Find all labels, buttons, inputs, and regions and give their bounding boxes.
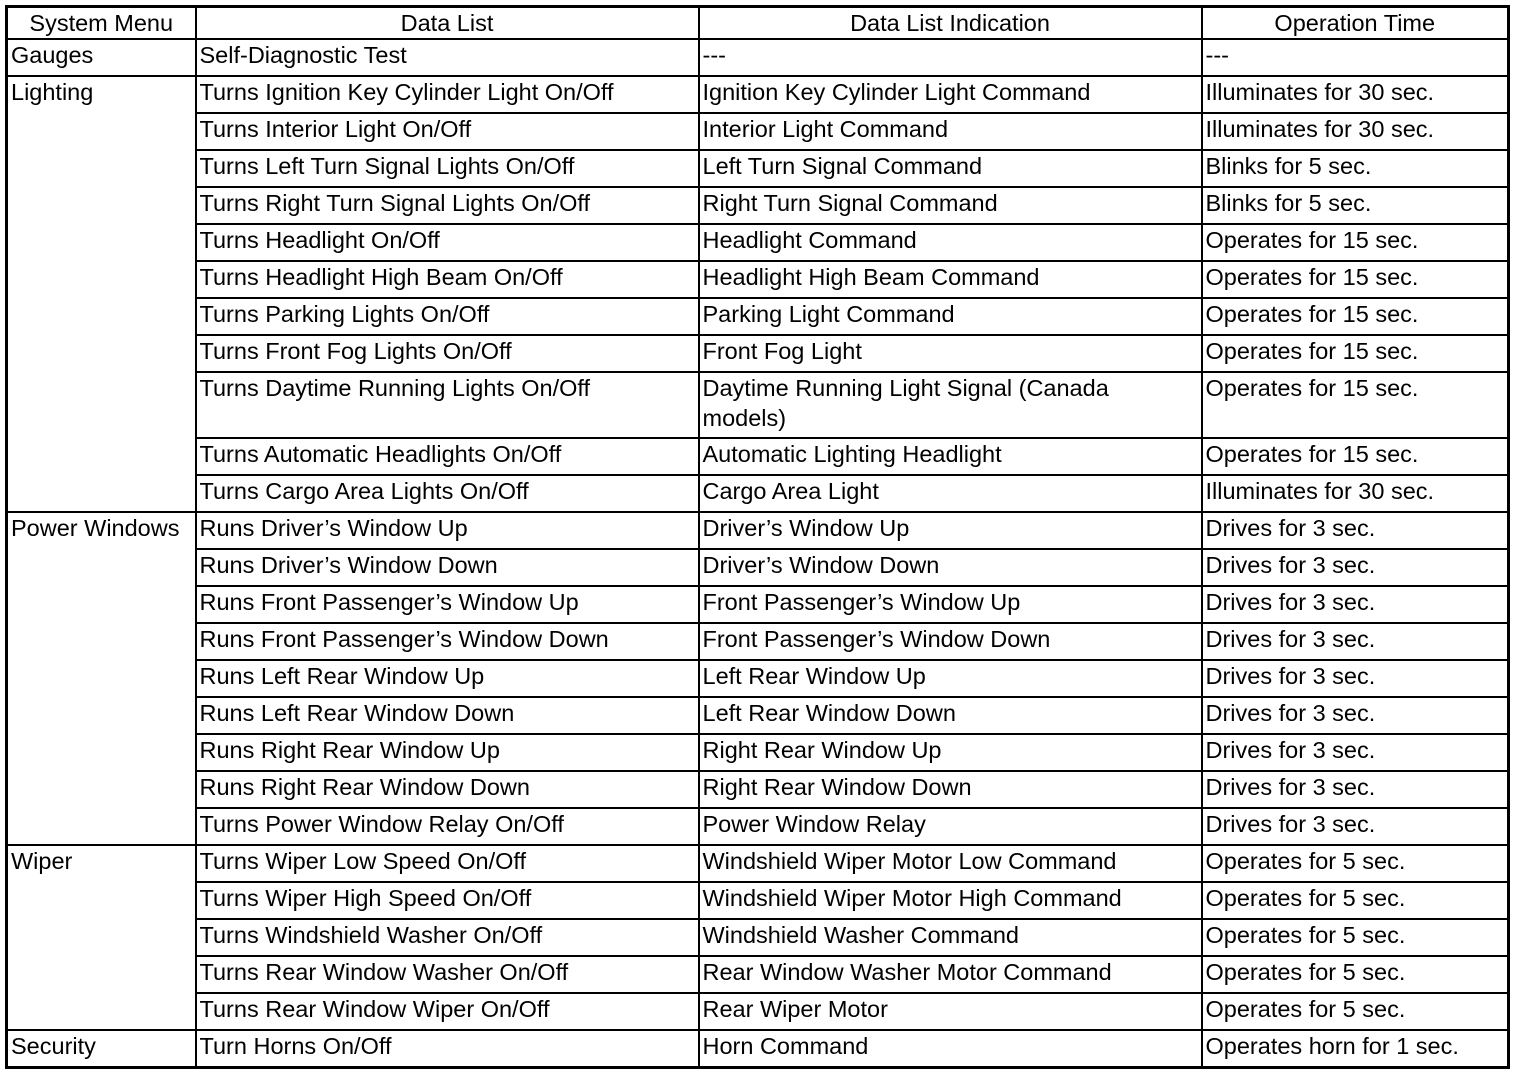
header-system-menu: System Menu [7,7,196,40]
table-row [7,734,1509,771]
data-list-cell: Turns Right Turn Signal Lights On/Off [196,187,699,224]
data-list-indication-cell: Left Rear Window Down [699,697,1202,734]
table-row [7,113,1509,150]
table-row [7,623,1509,660]
data-list-cell: Runs Left Rear Window Up [196,660,699,697]
table-row [7,261,1509,298]
data-list-indication-cell: Windshield Washer Command [699,919,1202,956]
system-menu-cell: Gauges [7,39,196,76]
data-list-indication-cell: Left Rear Window Up [699,660,1202,697]
header-data-list-indication: Data List Indication [699,7,1202,40]
table-row [7,771,1509,808]
operation-time-cell: Operates for 15 sec. [1202,372,1509,438]
data-list-cell: Turns Headlight High Beam On/Off [196,261,699,298]
table-row [7,956,1509,993]
table-row [7,224,1509,261]
data-list-cell: Turns Windshield Washer On/Off [196,919,699,956]
data-list-indication-cell: --- [699,39,1202,76]
system-menu-cell [7,697,196,734]
table-row [7,549,1509,586]
table-row [7,372,1509,438]
system-menu-cell [7,438,196,475]
system-menu-cell [7,150,196,187]
system-menu-cell [7,298,196,335]
data-list-indication-cell: Cargo Area Light [699,475,1202,512]
data-list-cell: Runs Front Passenger’s Window Down [196,623,699,660]
operation-time-cell: Operates for 5 sec. [1202,956,1509,993]
system-menu-cell [7,586,196,623]
data-list-indication-cell: Headlight High Beam Command [699,261,1202,298]
data-list-cell: Turns Ignition Key Cylinder Light On/Off [196,76,699,113]
data-list-cell: Runs Left Rear Window Down [196,697,699,734]
table-row [7,187,1509,224]
table-row [7,808,1509,845]
data-list-indication-cell: Interior Light Command [699,113,1202,150]
header-data-list: Data List [196,7,699,40]
data-list-indication-cell: Right Turn Signal Command [699,187,1202,224]
data-list-indication-cell: Left Turn Signal Command [699,150,1202,187]
data-list-indication-cell: Power Window Relay [699,808,1202,845]
system-menu-cell [7,623,196,660]
operation-time-cell: Operates for 5 sec. [1202,882,1509,919]
system-menu-cell [7,261,196,298]
table-row [7,76,1509,113]
operation-time-cell: Operates for 5 sec. [1202,845,1509,882]
data-list-cell: Turns Daytime Running Lights On/Off [196,372,699,438]
table-row [7,475,1509,512]
data-list-cell: Turns Interior Light On/Off [196,113,699,150]
data-list-cell: Self-Diagnostic Test [196,39,699,76]
table-row [7,150,1509,187]
operation-time-cell: Blinks for 5 sec. [1202,150,1509,187]
data-list-indication-cell: Front Passenger’s Window Down [699,623,1202,660]
system-menu-cell [7,187,196,224]
operation-time-cell: Operates for 15 sec. [1202,438,1509,475]
data-list-cell: Turns Automatic Headlights On/Off [196,438,699,475]
data-list-indication-cell: Horn Command [699,1030,1202,1068]
system-menu-cell [7,956,196,993]
system-menu-cell [7,224,196,261]
table-row [7,919,1509,956]
table-row [7,335,1509,372]
data-list-cell: Turns Wiper High Speed On/Off [196,882,699,919]
data-list-cell: Runs Right Rear Window Up [196,734,699,771]
data-list-indication-cell: Rear Window Washer Motor Command [699,956,1202,993]
system-menu-cell: Power Windows [7,512,196,549]
data-list-cell: Runs Front Passenger’s Window Up [196,586,699,623]
data-list-indication-cell: Parking Light Command [699,298,1202,335]
operation-time-cell: Drives for 3 sec. [1202,512,1509,549]
system-menu-cell [7,475,196,512]
data-list-indication-cell: Windshield Wiper Motor High Command [699,882,1202,919]
operation-time-cell: Operates for 15 sec. [1202,298,1509,335]
table-row [7,660,1509,697]
data-list-cell: Turns Rear Window Wiper On/Off [196,993,699,1030]
table-row [7,882,1509,919]
operation-time-cell: Illuminates for 30 sec. [1202,76,1509,113]
data-list-cell: Runs Driver’s Window Up [196,512,699,549]
operation-time-cell: Drives for 3 sec. [1202,549,1509,586]
table-row [7,697,1509,734]
system-menu-cell [7,993,196,1030]
data-list-cell: Turns Parking Lights On/Off [196,298,699,335]
operation-time-cell: Drives for 3 sec. [1202,734,1509,771]
operation-time-cell: Operates horn for 1 sec. [1202,1030,1509,1068]
system-menu-cell [7,660,196,697]
operation-time-cell: Drives for 3 sec. [1202,771,1509,808]
system-menu-cell: Lighting [7,76,196,113]
operation-time-cell: Operates for 5 sec. [1202,919,1509,956]
table-row [7,586,1509,623]
data-list-cell: Runs Driver’s Window Down [196,549,699,586]
system-menu-cell [7,734,196,771]
system-menu-cell: Wiper [7,845,196,882]
data-list-indication-cell: Right Rear Window Up [699,734,1202,771]
table-row [7,845,1509,882]
table-row [7,298,1509,335]
data-list-cell: Turns Front Fog Lights On/Off [196,335,699,372]
data-list-indication-cell: Headlight Command [699,224,1202,261]
system-menu-cell [7,372,196,438]
data-list-indication-cell: Driver’s Window Down [699,549,1202,586]
data-list-cell: Runs Right Rear Window Down [196,771,699,808]
data-list-indication-cell: Right Rear Window Down [699,771,1202,808]
diagnostic-data-table [5,5,1510,1069]
data-list-cell: Turns Wiper Low Speed On/Off [196,845,699,882]
operation-time-cell: Operates for 15 sec. [1202,224,1509,261]
operation-time-cell: Illuminates for 30 sec. [1202,475,1509,512]
table-row [7,39,1509,76]
table-header [7,7,1509,40]
operation-time-cell: Operates for 5 sec. [1202,993,1509,1030]
system-menu-cell [7,919,196,956]
data-list-cell: Turns Rear Window Washer On/Off [196,956,699,993]
system-menu-cell [7,549,196,586]
data-list-cell: Turns Cargo Area Lights On/Off [196,475,699,512]
system-menu-cell [7,882,196,919]
data-list-indication-cell: Rear Wiper Motor [699,993,1202,1030]
data-list-indication-cell: Windshield Wiper Motor Low Command [699,845,1202,882]
data-list-cell: Turns Left Turn Signal Lights On/Off [196,150,699,187]
operation-time-cell: Drives for 3 sec. [1202,623,1509,660]
operation-time-cell: Illuminates for 30 sec. [1202,113,1509,150]
operation-time-cell: Drives for 3 sec. [1202,660,1509,697]
operation-time-cell: Drives for 3 sec. [1202,697,1509,734]
operation-time-cell: Blinks for 5 sec. [1202,187,1509,224]
operation-time-cell: Drives for 3 sec. [1202,808,1509,845]
header-operation-time: Operation Time [1202,7,1509,40]
data-list-indication-cell: Daytime Running Light Signal (Canada models) [699,372,1202,438]
operation-time-cell: --- [1202,39,1509,76]
operation-time-cell: Operates for 15 sec. [1202,335,1509,372]
data-list-cell: Turns Headlight On/Off [196,224,699,261]
system-menu-cell: Security [7,1030,196,1068]
table-body [7,39,1509,1068]
header-row [7,7,1509,40]
data-list-indication-cell: Automatic Lighting Headlight [699,438,1202,475]
system-menu-cell [7,113,196,150]
table-row [7,512,1509,549]
operation-time-cell: Operates for 15 sec. [1202,261,1509,298]
data-list-indication-cell: Front Passenger’s Window Up [699,586,1202,623]
data-list-indication-cell: Driver’s Window Up [699,512,1202,549]
data-list-cell: Turn Horns On/Off [196,1030,699,1068]
operation-time-cell: Drives for 3 sec. [1202,586,1509,623]
table-row [7,438,1509,475]
table-row [7,1030,1509,1068]
data-list-indication-cell: Ignition Key Cylinder Light Command [699,76,1202,113]
data-list-cell: Turns Power Window Relay On/Off [196,808,699,845]
data-list-indication-cell: Front Fog Light [699,335,1202,372]
system-menu-cell [7,808,196,845]
system-menu-cell [7,335,196,372]
table-row [7,993,1509,1030]
system-menu-cell [7,771,196,808]
